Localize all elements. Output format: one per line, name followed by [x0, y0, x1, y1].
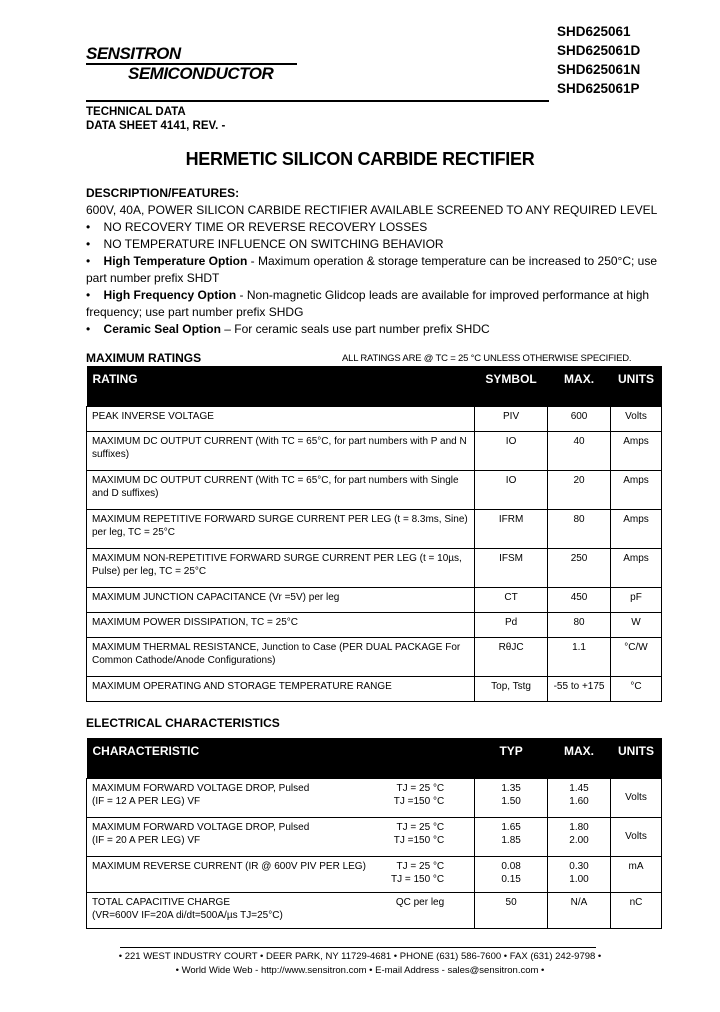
- typ-value: 0.15: [501, 873, 521, 885]
- unit-cell: W: [611, 612, 662, 637]
- table-row: [87, 676, 662, 701]
- symbol-cell: RθJC: [475, 637, 548, 676]
- typ-cell: [475, 856, 548, 892]
- typ-cell: [475, 892, 548, 928]
- characteristic-cell: [87, 778, 475, 817]
- footer-divider: [120, 947, 596, 948]
- char-line2: (IF = 20 A PER LEG) VF: [92, 834, 201, 846]
- rating-cell: MAXIMUM DC OUTPUT CURRENT (With TC = 65°C, for part numbers with P and N suffixes): [87, 431, 475, 470]
- typ-cell: [475, 778, 548, 817]
- part-number: SHD625061P: [557, 81, 640, 96]
- table-row: [87, 778, 662, 817]
- feature-bullet: • High Temperature Option - Maximum operation & storage temperature can be increased to 250°C; use part number prefix SHDT: [86, 254, 658, 285]
- max-value: 1.60: [569, 795, 589, 807]
- char-line2: (IF = 12 A PER LEG) VF: [92, 795, 201, 807]
- column-header-characteristic: CHARACTERISTIC: [87, 738, 475, 778]
- max-cell: 450: [548, 587, 611, 612]
- rating-cell: PEAK INVERSE VOLTAGE: [87, 406, 475, 431]
- symbol-cell: CT: [475, 587, 548, 612]
- description-section: [86, 185, 666, 338]
- max-ratings-table: [86, 366, 662, 702]
- char-line1: MAXIMUM FORWARD VOLTAGE DROP, Pulsed: [92, 821, 310, 833]
- characteristic-cell: [87, 817, 475, 856]
- feature-bullet: • NO TEMPERATURE INFLUENCE ON SWITCHING BEHAVIOR: [86, 237, 444, 251]
- table-row: [87, 856, 662, 892]
- feature-text: NO TEMPERATURE INFLUENCE ON SWITCHING BEHAVIOR: [103, 237, 444, 251]
- max-value: 1.80: [569, 821, 589, 833]
- rating-cell: MAXIMUM DC OUTPUT CURRENT (With TC = 65°C, for part numbers with Single and D suffixes): [87, 470, 475, 509]
- feature-text: - Non-magnetic Glidcop leads are available for improved performance at high frequency; use part number prefix SHDG: [86, 288, 650, 319]
- column-header-typ: TYP: [475, 738, 548, 778]
- feature-bullet: • Ceramic Seal Option – For ceramic seals use part number prefix SHDC: [86, 322, 490, 336]
- electrical-heading: ELECTRICAL CHARACTERISTICS: [86, 716, 280, 730]
- table-row: [87, 817, 662, 856]
- max-cell: 40: [548, 431, 611, 470]
- condition-2: TJ = 150 °C: [390, 873, 445, 885]
- unit-cell: Amps: [611, 431, 662, 470]
- max-value: 2.00: [569, 834, 589, 846]
- symbol-cell: PIV: [475, 406, 548, 431]
- feature-bullet: • NO RECOVERY TIME OR REVERSE RECOVERY LOSSES: [86, 220, 428, 234]
- electrical-table: [86, 738, 662, 929]
- feature-text: – For ceramic seals use part number prefix SHDC: [220, 322, 490, 336]
- footer: [0, 950, 720, 978]
- table-row: [87, 509, 662, 548]
- feature-title: High Frequency Option: [103, 288, 237, 302]
- description-heading: DESCRIPTION/FEATURES:: [86, 186, 240, 200]
- unit-cell: Amps: [611, 470, 662, 509]
- typ-value: 1.85: [501, 834, 521, 846]
- condition-1: QC per leg: [395, 896, 445, 908]
- part-number: SHD625061: [557, 24, 631, 39]
- table-row: [87, 431, 662, 470]
- max-cell: 250: [548, 548, 611, 587]
- max-cell: -55 to +175: [548, 676, 611, 701]
- max-ratings-heading: MAXIMUM RATINGS: [86, 351, 202, 365]
- condition-1: TJ = 25 °C: [396, 860, 445, 872]
- feature-title: Ceramic Seal Option: [103, 322, 221, 336]
- unit-cell: Volts: [611, 406, 662, 431]
- symbol-cell: IO: [475, 470, 548, 509]
- table-row: [87, 892, 662, 928]
- typ-cell: [475, 817, 548, 856]
- typ-value: 1.50: [501, 795, 521, 807]
- unit-cell: °C/W: [611, 637, 662, 676]
- table-row: [87, 587, 662, 612]
- max-cell: 80: [548, 509, 611, 548]
- company-name-line2: SEMICONDUCTOR: [128, 64, 274, 83]
- footer-contact: • World Wide Web - http://www.sensitron.com • E-mail Address - sales@sensitron.com •: [175, 965, 545, 976]
- characteristic-cell: [87, 856, 475, 892]
- condition-2: TJ =150 °C: [393, 834, 445, 846]
- table-row: [87, 548, 662, 587]
- part-numbers: [557, 22, 640, 98]
- page-title: HERMETIC SILICON CARBIDE RECTIFIER: [185, 149, 535, 169]
- char-line2: (VR=600V IF=20A di/dt=500A/µs TJ=25°C): [92, 909, 283, 921]
- max-value: 1.45: [569, 782, 589, 794]
- feature-bullet: • High Frequency Option - Non-magnetic Glidcop leads are available for improved performance at high frequency; use part number prefix SHDG: [86, 288, 650, 319]
- rating-cell: MAXIMUM NON-REPETITIVE FORWARD SURGE CURRENT PER LEG (t = 10µs, Pulse) per leg, TC = 25°C: [87, 548, 475, 587]
- part-number: SHD625061D: [557, 43, 641, 58]
- footer-address: • 221 WEST INDUSTRY COURT • DEER PARK, NY 11729-4681 • PHONE (631) 586-7600 • FAX (631) 242-9798 •: [118, 951, 602, 962]
- max-cell: 1.1: [548, 637, 611, 676]
- max-cell: 80: [548, 612, 611, 637]
- char-line1: TOTAL CAPACITIVE CHARGE: [92, 896, 230, 908]
- column-header-rating: RATING: [87, 366, 475, 406]
- max-value: N/A: [570, 896, 588, 908]
- max-ratings-note: ALL RATINGS ARE @ TC = 25 °C UNLESS OTHERWISE SPECIFIED.: [342, 353, 632, 364]
- max-value: 1.00: [569, 873, 589, 885]
- condition-1: TJ = 25 °C: [396, 782, 445, 794]
- symbol-cell: IFRM: [475, 509, 548, 548]
- company-name-line1: SENSITRON: [86, 44, 181, 63]
- max-cell: [548, 778, 611, 817]
- feature-text: - Maximum operation & storage temperature can be increased to 250°C; use part number prefix SHDT: [86, 254, 658, 285]
- unit-cell: Volts: [610, 778, 661, 817]
- rating-cell: MAXIMUM POWER DISSIPATION, TC = 25°C: [87, 612, 475, 637]
- table-row: [87, 406, 662, 431]
- symbol-cell: Pd: [475, 612, 548, 637]
- data-sheet-label: DATA SHEET 4141, REV. -: [86, 120, 226, 132]
- max-cell: 600: [548, 406, 611, 431]
- table-row: [87, 470, 662, 509]
- rating-cell: MAXIMUM REPETITIVE FORWARD SURGE CURRENT PER LEG (t = 8.3ms, Sine) per leg, TC = 25°C: [87, 509, 475, 548]
- unit-cell: °C: [611, 676, 662, 701]
- max-cell: [548, 856, 611, 892]
- max-cell: [548, 892, 611, 928]
- char-line1: MAXIMUM REVERSE CURRENT (IR @ 600V PIV PER LEG): [92, 860, 366, 872]
- symbol-cell: IFSM: [475, 548, 548, 587]
- technical-data-label: TECHNICAL DATA: [86, 106, 186, 118]
- unit-cell: mA: [610, 856, 661, 892]
- technical-data-block: [86, 105, 225, 133]
- column-header-units: UNITS: [610, 738, 661, 778]
- typ-value: 0.08: [501, 860, 521, 872]
- unit-cell: Volts: [610, 817, 661, 856]
- column-header-max: MAX.: [548, 366, 611, 406]
- column-header-max: MAX.: [548, 738, 611, 778]
- feature-text: NO RECOVERY TIME OR REVERSE RECOVERY LOSSES: [103, 220, 428, 234]
- condition-2: TJ =150 °C: [393, 795, 445, 807]
- unit-cell: Amps: [611, 548, 662, 587]
- char-line1: MAXIMUM FORWARD VOLTAGE DROP, Pulsed: [92, 782, 310, 794]
- unit-cell: pF: [611, 587, 662, 612]
- symbol-cell: IO: [475, 431, 548, 470]
- description-intro: 600V, 40A, POWER SILICON CARBIDE RECTIFIER AVAILABLE SCREENED TO ANY REQUIRED LEVEL: [86, 203, 658, 217]
- max-cell: 20: [548, 470, 611, 509]
- typ-value: 1.35: [501, 782, 521, 794]
- characteristic-cell: [87, 892, 475, 928]
- rating-cell: MAXIMUM OPERATING AND STORAGE TEMPERATURE RANGE: [87, 676, 475, 701]
- column-header-symbol: SYMBOL: [475, 366, 548, 406]
- rating-cell: MAXIMUM THERMAL RESISTANCE, Junction to Case (PER DUAL PACKAGE For Common Cathode/Anode Configurations): [87, 637, 475, 676]
- table-row: [87, 612, 662, 637]
- max-cell: [548, 817, 611, 856]
- feature-title: High Temperature Option: [103, 254, 248, 268]
- max-value: 0.30: [569, 860, 589, 872]
- part-number: SHD625061N: [557, 62, 641, 77]
- rating-cell: MAXIMUM JUNCTION CAPACITANCE (Vr =5V) per leg: [87, 587, 475, 612]
- column-header-units: UNITS: [611, 366, 662, 406]
- typ-value: 50: [505, 896, 517, 908]
- unit-cell: nC: [610, 892, 661, 928]
- condition-1: TJ = 25 °C: [396, 821, 445, 833]
- table-row: [87, 637, 662, 676]
- symbol-cell: Top, Tstg: [475, 676, 548, 701]
- header-divider: [86, 100, 549, 102]
- typ-value: 1.65: [501, 821, 521, 833]
- unit-cell: Amps: [611, 509, 662, 548]
